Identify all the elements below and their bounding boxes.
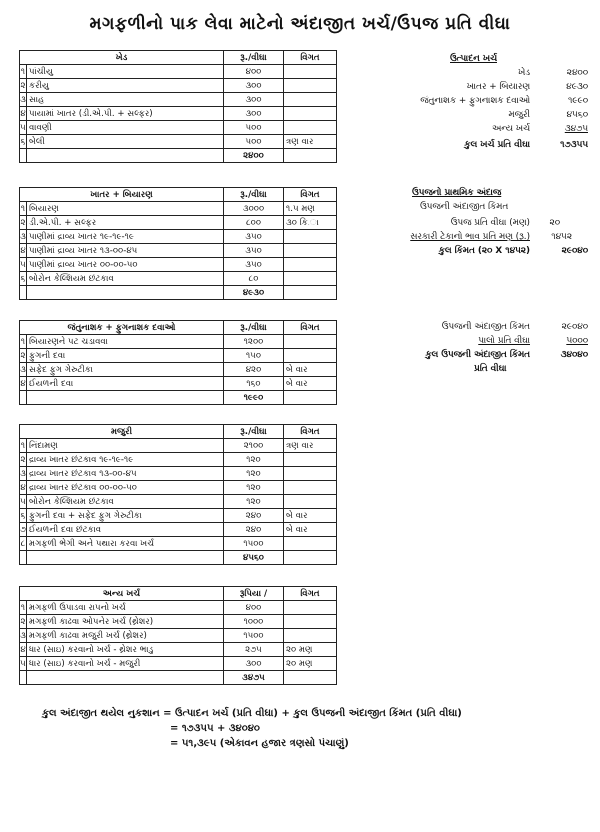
fodder-label: પાલો પ્રતિ વીઘા: [478, 336, 530, 346]
table-row: ૪ ઈયળની દવા ૧૬૦ બે વાર: [20, 377, 337, 391]
gross-total-label: કુલ કિંમત (૨૦ X ૧૪૫૨): [438, 246, 530, 256]
price-label: સરકારી ટેકાનો ભાવ પ્રતિ મણ (રૂ.): [410, 232, 530, 242]
table-row: ૩ સાહ ૩૦૦: [20, 93, 337, 107]
est-income-value: ૨૯૦૪૦: [561, 322, 588, 332]
table-header-name: મજુરી: [20, 425, 224, 439]
table-row: ૧ નિંદામણ ૨૧૦૦ ત્રણ વાર: [20, 439, 337, 453]
other-expense-table: [19, 586, 337, 685]
plowing-table: [19, 50, 337, 163]
cost-item-value: ૪૯૩૦: [566, 82, 588, 92]
income-estimate-subheading: ઉપજની અંદાજીત કિંમત: [420, 202, 509, 212]
total-income-value: ૩૪૦૪૦: [560, 350, 588, 360]
est-income-label: ઉપજની અંદાજીત કિંમત: [441, 322, 530, 332]
table-header-detail: વિગત: [284, 188, 337, 202]
table-row: ૨ દ્રાવ્ય ખાતર છંટકાવ ૧૯-૧૯-૧૯ ૧૨૦: [20, 453, 337, 467]
table-row: ૪ પાયામાં ખાતર (ડી.એ.પી. + સલ્ફર) ૩૦૦: [20, 107, 337, 121]
table-header-name: ખાતર + બિયારણ: [20, 188, 224, 202]
table-total-row: [20, 286, 337, 300]
table-row: ૨ ફુગની દવા ૧૫૦: [20, 349, 337, 363]
table-row: ૫ બોરોન કેલ્શિયમ છંટકાવ ૧૨૦: [20, 495, 337, 509]
loss-summary: [42, 706, 462, 751]
loss-result: = ૫૧,૩૯૫ (એકાવન હજાર ત્રણસો પંચાણું): [170, 738, 349, 749]
labour-table: [19, 424, 337, 565]
table-header-detail: વિગત: [284, 425, 337, 439]
production-cost-heading: ઉત્પાદન ખર્ચ: [450, 54, 497, 64]
income-estimate-panel: [340, 186, 590, 266]
table-row: ૬ ફુગની દવા + સફેદ ફુગ ગેરુટીકા ૨૪૦ બે વાર: [20, 509, 337, 523]
pesticide-table: [19, 320, 337, 405]
table-row: ૧ પાંચીયુ ૪૦૦: [20, 65, 337, 79]
total-income-label: કુલ ઉપજની અંદાજીત કિંમત: [425, 350, 530, 360]
table-row: ૪ ધાર (સાઇ) કરવાનો ખર્ચ - થ્રેશર ભાડુ ૨૭૫ ૨૦ મણ: [20, 643, 337, 657]
table-row: ૩ સફેદ ફુગ ગેરુટીકા ૪૨૦ બે વાર: [20, 363, 337, 377]
table-row: ૨ મગફળી કાઢવા ઓપનેર ખર્ચ (થ્રેશર) ૧૦૦૦: [20, 615, 337, 629]
income-estimate-heading: ઉપજનો પ્રાથમિક અંદાજ: [412, 188, 502, 198]
table-header-name: ખેડ: [20, 51, 224, 65]
yield-value: ૨૦: [549, 218, 560, 228]
table-header-rate: રૂપિયા /: [224, 587, 284, 601]
table-total: ૪૯૩૦: [224, 286, 284, 300]
table-row: ૫ વાવણી ૫૦૦: [20, 121, 337, 135]
table-row: ૨ ડી.એ.પી. + સલ્ફર ૮૦૦ ૩૦ કિ.ા: [20, 216, 337, 230]
total-cost-value: ૧૭૩૫૫: [560, 140, 588, 150]
loss-sum: = ૧૭૩૫૫ + ૩૪૦૪૦: [170, 723, 260, 734]
table-total-row: [20, 671, 337, 685]
price-value: ૧૪૫૨: [551, 232, 572, 242]
table-header-name: જંતુનાશક + ફુગનાશક દવાઓ: [20, 321, 224, 335]
total-cost-label: કુલ ખર્ચ પ્રતિ વીઘા: [464, 140, 530, 150]
cost-item-label: મજુરી: [508, 110, 530, 120]
gross-total-value: ૨૯૦૪૦: [561, 246, 588, 256]
table-row: ૧ બિયારણ ૩૦૦૦ ૧.૫ મણ: [20, 202, 337, 216]
table-header-rate: રૂ./વીઘા: [224, 321, 284, 335]
yield-label: ઉપજ પ્રતિ વીઘા (મણ): [450, 218, 530, 228]
fertilizer-seed-table: [19, 187, 337, 300]
cost-item-label: ખેડ: [517, 68, 530, 78]
table-header-detail: વિગત: [284, 51, 337, 65]
cost-item-value: ૩૪૭૫: [564, 124, 588, 134]
table-row: ૩ મગફળી કાઢવા મજુરી ખર્ચ (થ્રેશર) ૧૫૦૦: [20, 629, 337, 643]
income-summary-panel: [340, 320, 590, 384]
table-header-rate: રૂ./વીઘા: [224, 188, 284, 202]
table-row: ૩ પાણીમાં દ્રાવ્ય ખાતર ૧૯-૧૯-૧૯ ૩૫૦: [20, 230, 337, 244]
production-cost-panel: [340, 52, 590, 162]
table-header-name: અન્ય ખર્ચ: [20, 587, 224, 601]
table-row: ૫ ધાર (સાઇ) કરવાનો ખર્ચ - મજુરી ૩૦૦ ૨૦ મણ: [20, 657, 337, 671]
cost-item-value: ૧૯૯૦: [567, 96, 588, 106]
table-row: ૩ દ્રાવ્ય ખાતર છંટકાવ ૧૩-૦૦-૪૫ ૧૨૦: [20, 467, 337, 481]
table-row: ૮ મગફળી ભેગી અને પથારા કરવા ખર્ચ ૧૫૦૦: [20, 537, 337, 551]
cost-item-label: અન્ય ખર્ચ: [492, 124, 530, 134]
table-row: ૭ ઈયળની દવા છંટકાવ ૨૪૦ બે વાર: [20, 523, 337, 537]
table-row: ૧ મગફળી ઉપાડવા રાપનો ખર્ચ ૪૦૦: [20, 601, 337, 615]
table-header-detail: વિગત: [284, 587, 337, 601]
table-total: ૧૯૯૦: [224, 391, 284, 405]
loss-formula: કુલ અંદાજીત થયેલ નુકશાન = ઉત્પાદન ખર્ચ (પ્રતિ વીઘા) + કુલ ઉપજની અંદાજીત કિંમત (પ્રતિ વીઘા): [42, 708, 462, 719]
table-row: ૪ દ્રાવ્ય ખાતર છંટકાવ ૦૦-૦૦-૫૦ ૧૨૦: [20, 481, 337, 495]
table-total: ૨૪૦૦: [224, 149, 284, 163]
table-row: ૧ બિયારણને પટ ચડાવવા ૧૨૦૦: [20, 335, 337, 349]
cost-item-value: ૨૪૦૦: [566, 68, 588, 78]
page-title: મગફળીનો પાક લેવા માટેનો અંદાજીત ખર્ચ/ઉપજ પ્રતિ વીઘા: [89, 14, 511, 34]
table-row: ૫ પાણીમાં દ્રાવ્ય ખાતર ૦૦-૦૦-૫૦ ૩૫૦: [20, 258, 337, 272]
table-header-rate: રૂ./વીઘા: [224, 51, 284, 65]
total-income-label-suffix: પ્રતિ વીઘા: [474, 364, 507, 374]
table-total-row: [20, 551, 337, 565]
table-total-row: [20, 149, 337, 163]
table-row: ૨ કરીયુ ૩૦૦: [20, 79, 337, 93]
table-row: ૪ પાણીમાં દ્રાવ્ય ખાતર ૧૩-૦૦-૪૫ ૩૫૦: [20, 244, 337, 258]
cost-item-label: જંતુનાશક + ફુગનાશક દવાઓ: [420, 96, 530, 106]
table-header-rate: રૂ./વીઘા: [224, 425, 284, 439]
fodder-value: ૫૦૦૦: [566, 336, 588, 346]
cost-item-label: ખાતર + બિયારણ: [466, 82, 530, 92]
cost-item-value: ૪૫૬૦: [566, 110, 588, 120]
table-total-row: [20, 391, 337, 405]
table-header-detail: વિગત: [284, 321, 337, 335]
table-row: ૬ બોરોન કેલ્શિયમ છંટકાવ ૮૦: [20, 272, 337, 286]
table-total: ૩૪૭૫: [224, 671, 284, 685]
table-total: ૪૫૬૦: [224, 551, 284, 565]
table-row: ૬ બેલી ૫૦૦ ત્રણ વાર: [20, 135, 337, 149]
